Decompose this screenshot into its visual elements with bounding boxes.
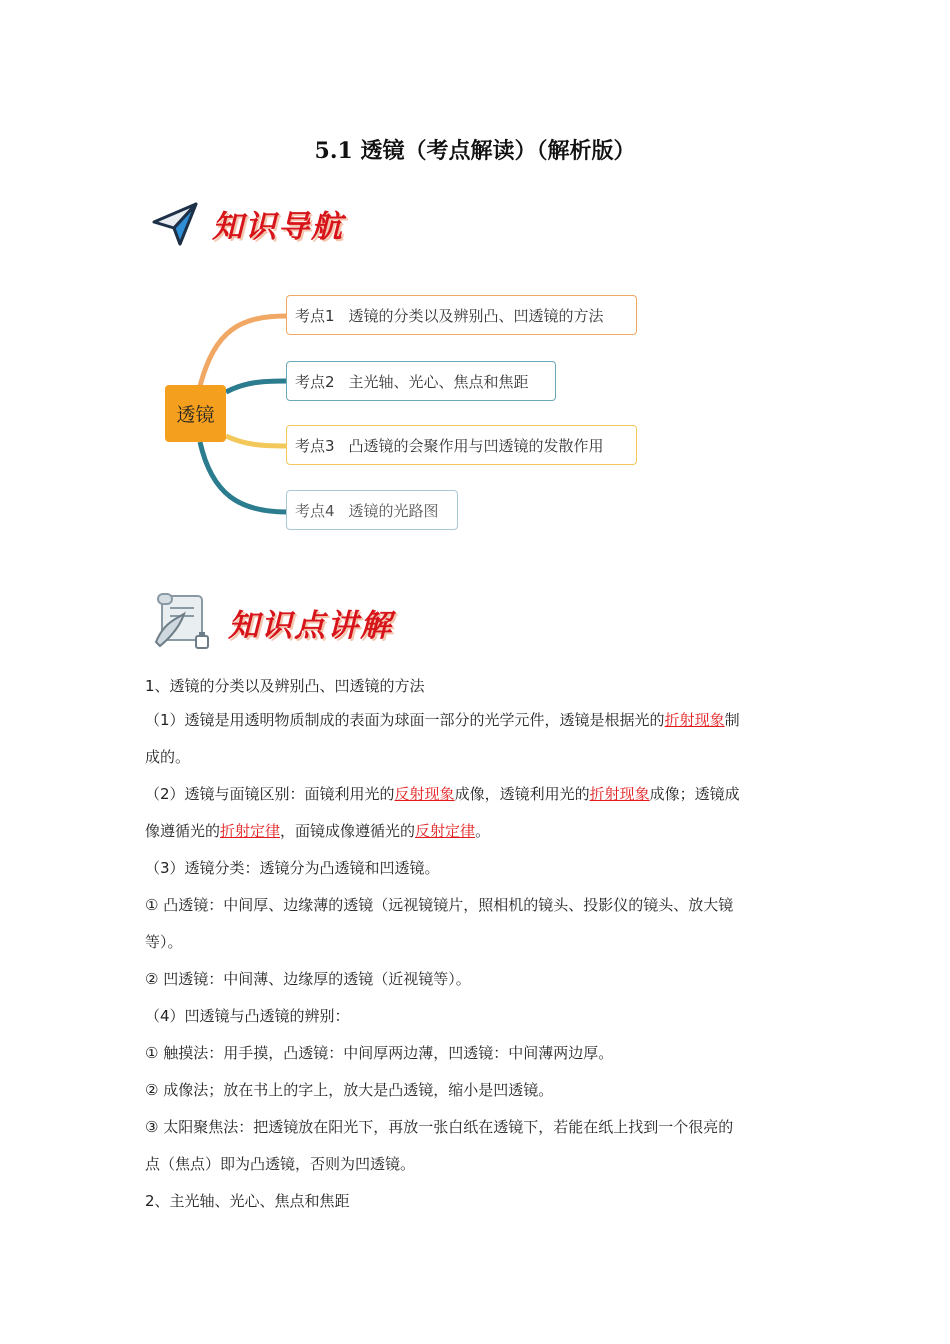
key-term: 折射现象 (664, 711, 725, 729)
key-term: 反射现象 (394, 785, 455, 803)
paragraph-3: （3）透镜分类：透镜分为凸透镜和凹透镜。 (145, 859, 440, 877)
paragraph-2b: 像遵循光的折射定律，面镜成像遵循光的反射定律。 (145, 822, 491, 840)
mindmap-root: 透镜 (165, 385, 226, 442)
node-text: 主光轴、光心、焦点和焦距 (348, 372, 529, 391)
node-label: 考点1 (295, 306, 335, 325)
branch-2 (226, 381, 287, 392)
mindmap-node-1 (286, 295, 637, 335)
paragraph-4: （4）凹透镜与凸透镜的辨别： (145, 1007, 350, 1025)
paragraph-1a: （1）透镜是用透明物质制成的表面为球面一部分的光学元件，透镜是根据光的折射现象制 (145, 711, 740, 729)
branch-3 (226, 436, 287, 446)
key-term: 折射定律 (220, 822, 281, 840)
branch-4 (200, 442, 287, 512)
paragraph-4a: ① 触摸法：用手摸，凸透镜：中间厚两边薄，凹透镜：中间薄两边厚。 (145, 1044, 614, 1062)
node-text: 透镜的光路图 (348, 501, 439, 520)
paragraph-3a-line2: 等）。 (145, 933, 183, 951)
knowledge-explain-title: 知识点讲解 (228, 607, 393, 644)
page-title: 5.1 透镜（考点解读）（解析版） (314, 138, 636, 164)
section-heading-1: 1、透镜的分类以及辨别凸、凹透镜的方法 (145, 677, 425, 695)
key-term: 反射定律 (415, 822, 476, 840)
paragraph-3a-line1: ① 凸透镜：中间厚、边缘薄的透镜（远视镜镜片，照相机的镜头、投影仪的镜头、放大镜 (145, 896, 734, 914)
paragraph-2a: （2）透镜与面镜区别：面镜利用光的反射现象成像，透镜利用光的折射现象成像；透镜成 (145, 785, 740, 803)
branch-1 (200, 316, 287, 386)
knowledge-nav-title: 知识导航 (212, 208, 344, 245)
paragraph-4c-line1: ③ 太阳聚焦法：把透镜放在阳光下，再放一张白纸在透镜下，若能在纸上找到一个很亮的 (145, 1118, 734, 1136)
node-text: 透镜的分类以及辨别凸、凹透镜的方法 (348, 306, 604, 325)
mindmap-node-4 (286, 490, 458, 530)
node-label: 考点2 (295, 372, 335, 391)
key-term: 折射现象 (589, 785, 650, 803)
node-label: 考点3 (295, 436, 335, 455)
node-label: 考点4 (295, 501, 335, 520)
paragraph-4b: ② 成像法；放在书上的字上，放大是凸透镜，缩小是凹透镜。 (145, 1081, 554, 1099)
paragraph-4c-line2: 点（焦点）即为凸透镜，否则为凹透镜。 (145, 1155, 416, 1173)
section-heading-2: 2、主光轴、光心、焦点和焦距 (145, 1192, 350, 1210)
paragraph-1b: 成的。 (145, 748, 191, 766)
scroll-quill-icon (150, 592, 216, 652)
paragraph-3b: ② 凹透镜：中间薄、边缘厚的透镜（近视镜等）。 (145, 970, 471, 988)
node-text: 凸透镜的会聚作用与凹透镜的发散作用 (348, 436, 604, 455)
mindmap-node-3 (286, 425, 637, 465)
knowledge-explain-banner (150, 592, 393, 652)
mindmap-node-2 (286, 361, 556, 401)
lesson-content (145, 673, 815, 1225)
